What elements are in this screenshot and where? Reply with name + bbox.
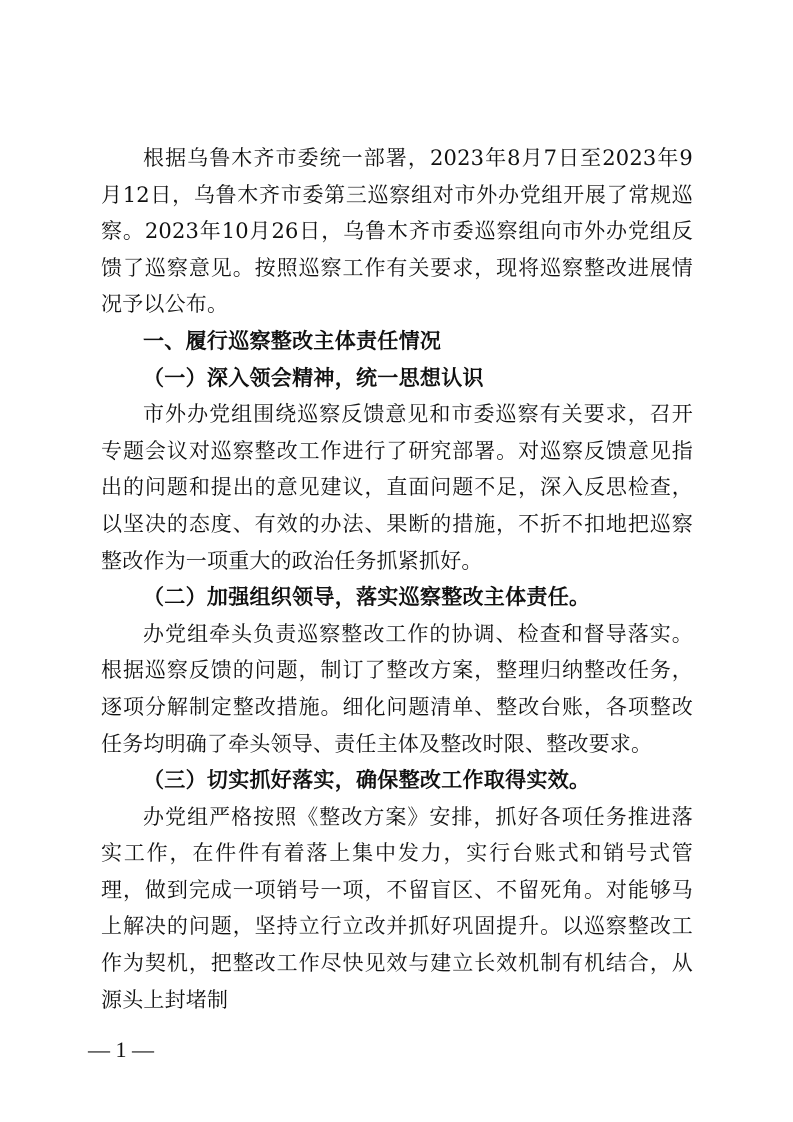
subsection-paragraph-1: 市外办党组围绕巡察反馈意见和市委巡察有关要求，召开专题会议对巡察整改工作进行了研究部署。对巡察反馈意见指出的问题和提出的意见建议，直面问题不足，深入反思检查，以坚决的态度、有效的办法、果断的措施，不折不扣地把巡察整改作为一项重大的政治任务抓紧抓好。 <box>101 402 693 573</box>
document-body <box>101 140 693 1018</box>
intro-paragraph: 根据乌鲁木齐市委统一部署，2023年8月7日至2023年9月12日，乌鲁木齐市委第三巡察组对市外办党组开展了常规巡察。2023年10月26日，乌鲁木齐市委巡察组向市外办党组反馈了巡察意见。按照巡察工作有关要求，现将巡察整改进展情况予以公布。 <box>101 146 693 317</box>
subsection-heading-2: （二）加强组织领导，落实巡察整改主体责任。 <box>143 585 591 610</box>
subsection-heading-1: （一）深入领会精神，统一思想认识 <box>143 365 484 390</box>
subsection-paragraph-3: 办党组严格按照《整改方案》安排，抓好各项任务推进落实工作，在件件有着落上集中发力，实行台账式和销号式管理，做到完成一项销号一项，不留盲区、不留死角。对能够马上解决的问题，坚持立行立改并抓好巩固提升。以巡察整改工作为契机，把整改工作尽快见效与建立长效机制有机结合，从源头上封堵制 <box>101 804 693 1012</box>
section-heading: 一、履行巡察整改主体责任情况 <box>143 328 442 353</box>
subsection-heading-3: （三）切实抓好落实，确保整改工作取得实效。 <box>143 768 591 793</box>
subsection-paragraph-2: 办党组牵头负责巡察整改工作的协调、检查和督导落实。根据巡察反馈的问题，制订了整改方案，整理归纳整改任务，逐项分解制定整改措施。细化问题清单、整改台账，各项整改任务均明确了牵头领导、责任主体及整改时限、整改要求。 <box>101 621 693 756</box>
page-number: — 1 — <box>88 1037 154 1062</box>
